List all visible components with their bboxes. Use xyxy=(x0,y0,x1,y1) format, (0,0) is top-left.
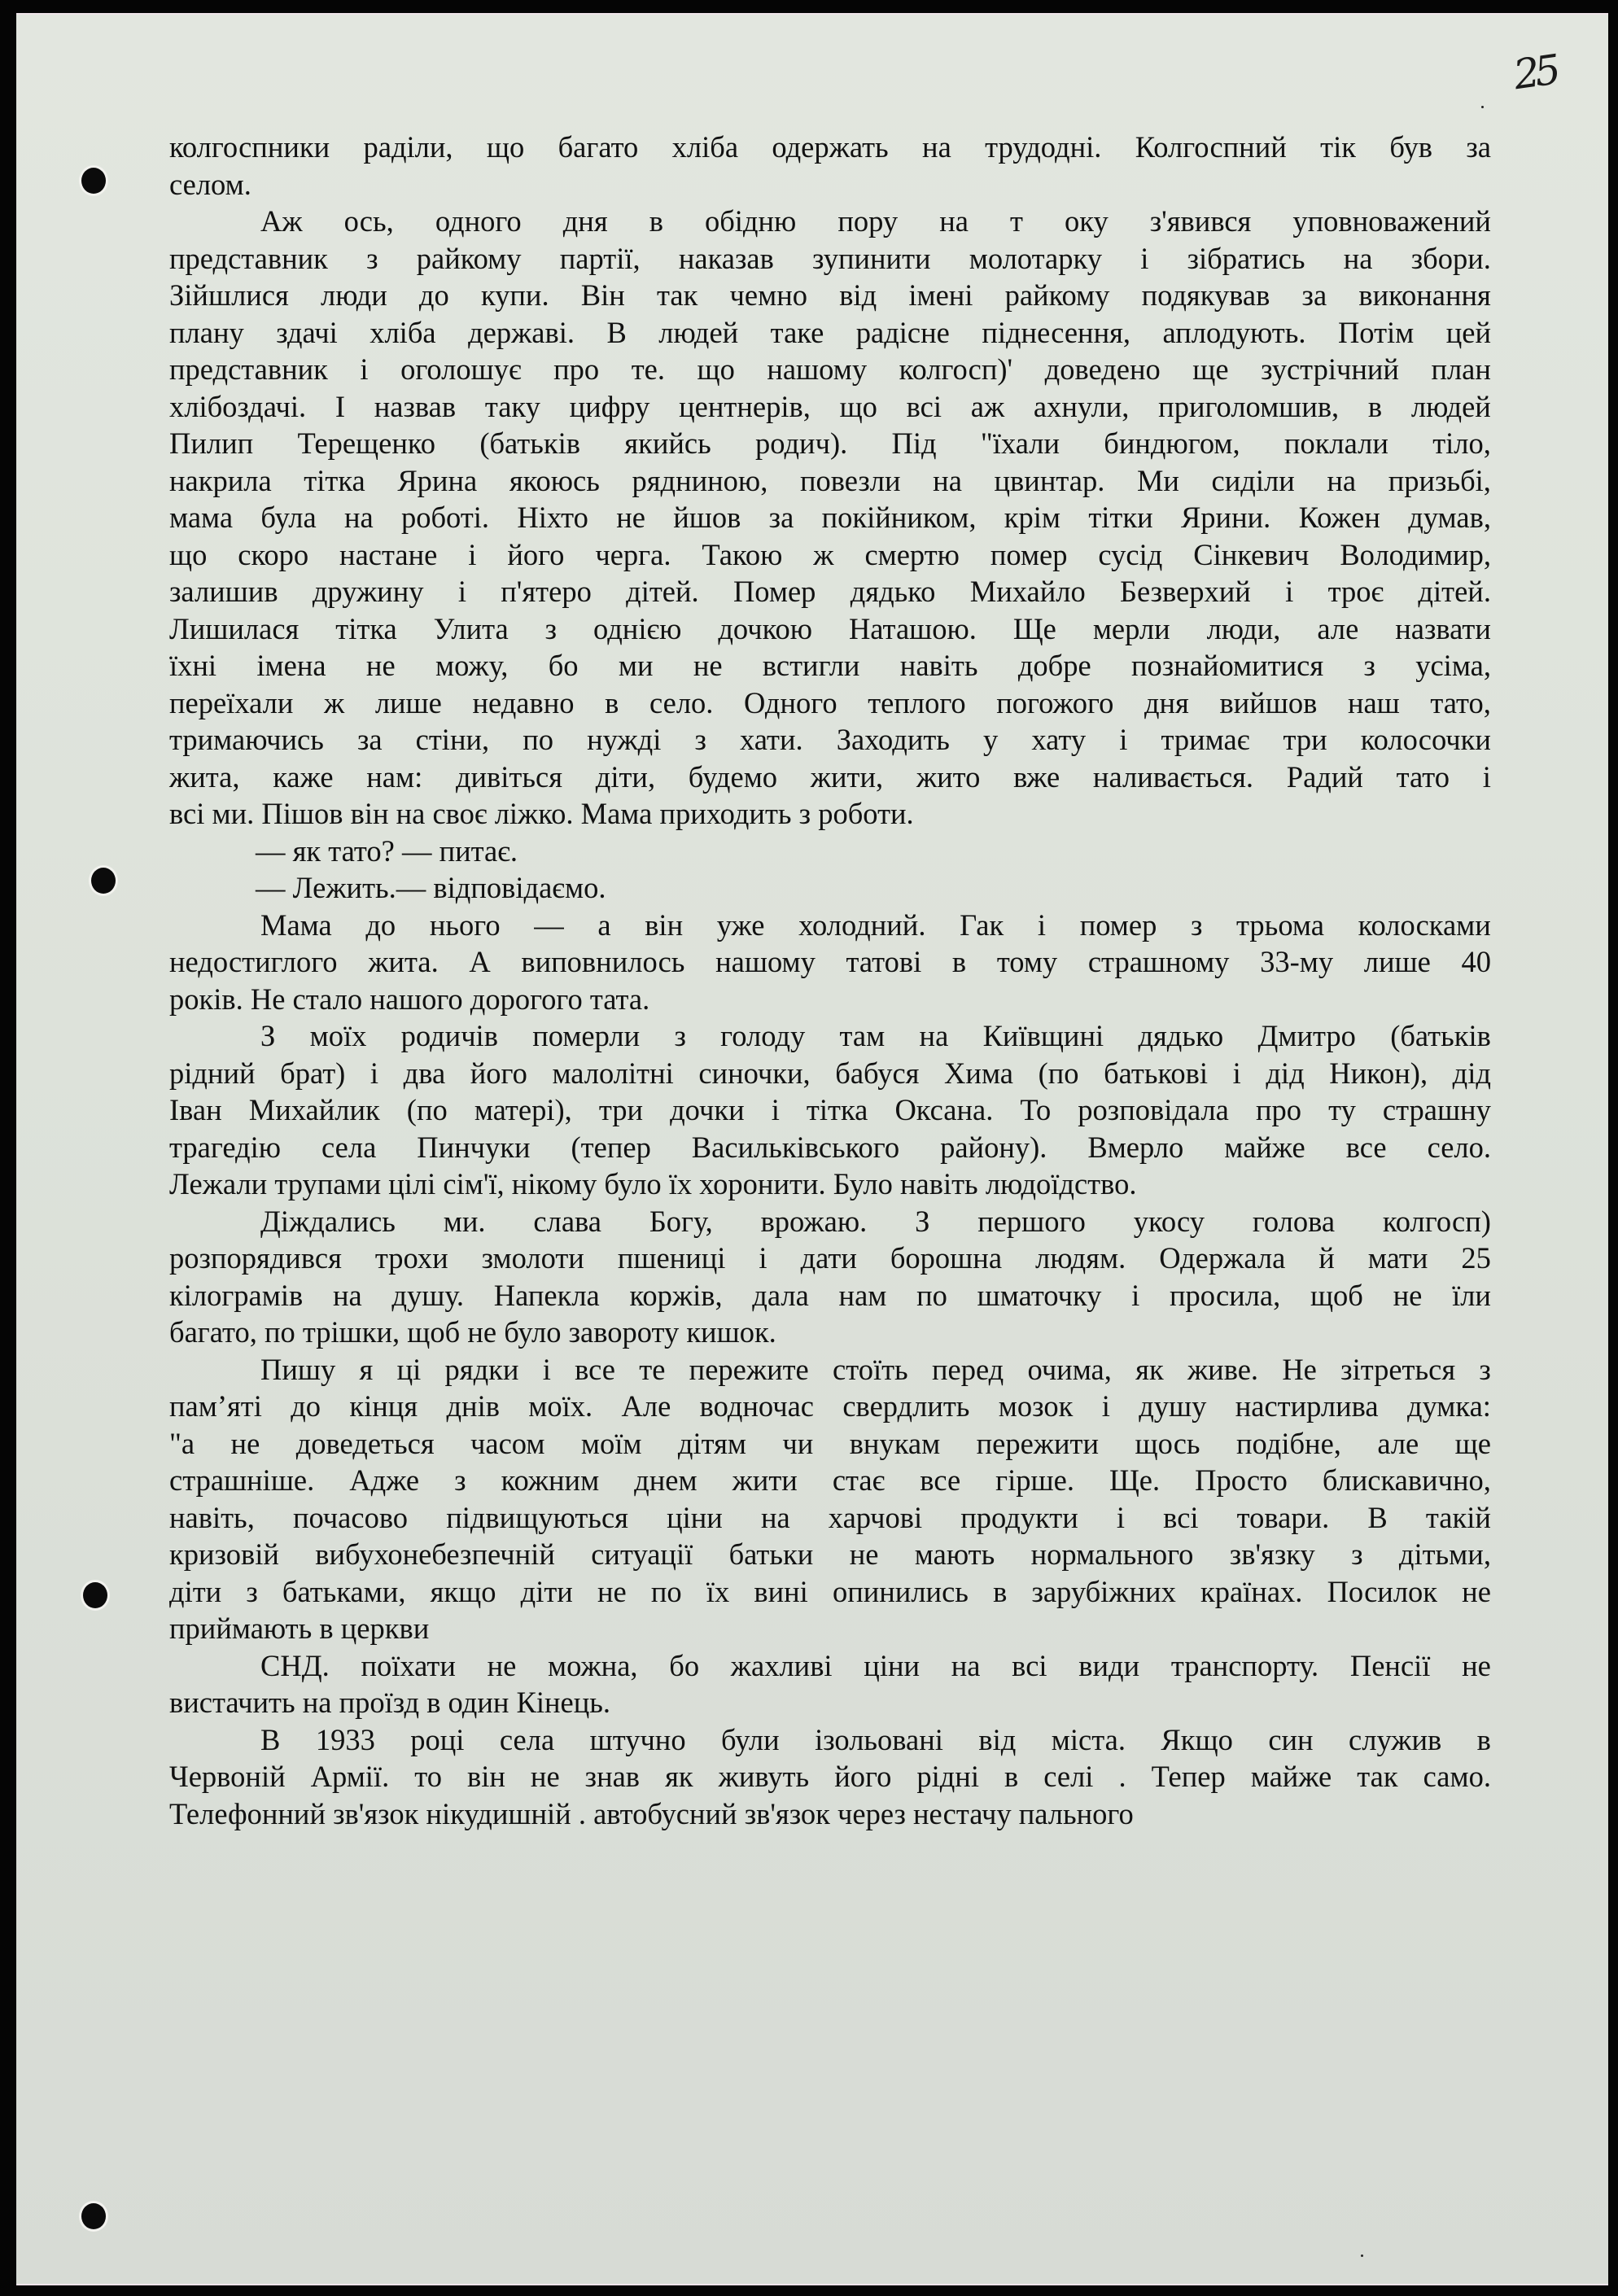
text-line: СНД. поїхати не можна, бо жахливі ціни на всі види транспорту. Пенсії не xyxy=(260,1648,1491,1682)
text-line: страшніше. Адже з кожним днем жити стає все гірше. Ще. Просто блискавично, xyxy=(169,1463,1491,1497)
text-line: З моїх родичів померли з голоду там на Київщині дядько Дмитро (батьків xyxy=(260,1019,1491,1052)
text-line: кілограмів на душу. Напекла коржів, дала нам по шматочку і просила, щоб не їли xyxy=(169,1278,1491,1312)
text-line: накрила тітка Ярина якоюсь рядниною, повезли на цвинтар. Ми сиділи на призьбі, xyxy=(169,463,1491,497)
text-line: що скоро настане і його черга. Такою ж смертю помер сусід Сінкевич Володимир, xyxy=(169,537,1491,571)
text-line: Червоній Армії. то він не знав як живуть його рідні в селі . Тепер майже так само. xyxy=(169,1760,1491,1793)
text-line: їхні імена не можу, бо ми не встигли навіть добре познайомитися з усіма, xyxy=(169,649,1491,682)
paragraph xyxy=(169,203,1491,833)
page-number: 25 xyxy=(1511,46,1559,99)
text-line: мама була на роботі. Ніхто не йшов за покійником, крім тітки Ярини. Кожен думав, xyxy=(169,501,1491,534)
text-line: хлібоздачі. І назвав таку цифру центнерів, що всі аж ахнули, приголомшив, в людей xyxy=(169,389,1491,423)
paragraph xyxy=(169,1017,1491,1203)
text-line: представник і оголошує про те. що нашому колгосп)' доведено ще зустрічний план xyxy=(169,352,1491,386)
text-line: Аж ось, одного дня в обідню пору на т оку з'явився уповноважений xyxy=(260,204,1491,238)
paragraph xyxy=(169,1351,1491,1647)
paragraph xyxy=(169,1721,1491,1833)
text-line: Іван Михайлик (по матері), три дочки і тітка Оксана. То розповідала про ту страшну xyxy=(169,1093,1491,1126)
text-line: В 1933 році села штучно були ізольовані від міста. Якщо син служив в xyxy=(260,1722,1491,1756)
text-line: жита, каже нам: дивіться діти, будемо жити, жито вже наливається. Радий тато і xyxy=(169,759,1491,794)
text-line: переїхали ж лише недавно в село. Одного теплого погожого дня вийшов наш тато, xyxy=(169,685,1491,719)
text-line: пам’яті до кінця днів моїх. Але водночас свердлить мозок і душу настирлива думка: xyxy=(169,1389,1491,1423)
paragraph xyxy=(169,1647,1491,1721)
text-line: Лежали трупами цілі сім'ї, нікому було їх хоронити. Було навіть людоїдство. xyxy=(169,1167,1137,1200)
punch-hole xyxy=(91,868,116,894)
punch-hole xyxy=(81,2203,106,2229)
paper-speck xyxy=(1481,106,1484,108)
punch-hole xyxy=(83,1582,107,1608)
text-line: розпорядився трохи змолоти пшениці і дати борошна людям. Одержала й мати 25 xyxy=(169,1241,1491,1275)
paragraph xyxy=(169,1203,1491,1351)
punch-hole xyxy=(81,168,106,194)
text-line: всі ми. Пішов він на своє ліжко. Мама приходить з роботи. xyxy=(169,797,914,830)
text-line: Лишилася тітка Улита з однією дочкою Наташою. Ще мерли люди, але назвати xyxy=(169,611,1491,645)
text-line: — як тато? — питає. xyxy=(256,833,518,868)
text-line: багато, по трішки, щоб не було завороту кишок. xyxy=(169,1315,776,1349)
document-body xyxy=(169,129,1491,1832)
text-line: років. Не стало нашого дорогого тата. xyxy=(169,982,650,1016)
text-line: приймають в церкви xyxy=(169,1612,430,1645)
text-line: тримаючись за стіни, по нужді з хати. Заходить у хату і тримає три колосочки xyxy=(169,723,1491,756)
text-line: навіть, почасово підвищуються ціни на харчові продукти і всі товари. В такій xyxy=(169,1500,1491,1534)
text-line: — Лежить.— відповідаємо. xyxy=(256,871,606,904)
text-line: рідний брат) і два його малолітні синочки, бабуся Хима (по батькові і дід Никон), дід xyxy=(169,1056,1491,1090)
paper-speck xyxy=(1361,2254,1363,2257)
text-line: селом. xyxy=(169,167,251,201)
paragraph xyxy=(169,869,1491,907)
text-line: трагедію села Пинчуки (тепер Васильківського району). Вмерло майже все село. xyxy=(169,1130,1491,1164)
paragraph xyxy=(169,907,1491,1018)
text-line: Мама до нього — а він уже холодний. Гак і помер з трьома колосками xyxy=(260,907,1491,942)
text-line: Зійшлися люди до купи. Він так чемно від імені райкому подякував за виконання xyxy=(169,278,1491,312)
text-line: колгоспники раділи, що багато хліба одержать на трудодні. Колгоспний тік був за xyxy=(169,130,1491,164)
text-line: представник з райкому партії, наказав зупинити молотарку і зібратись на збори. xyxy=(169,241,1491,275)
text-line: діти з батьками, якщо діти не по їх вині опинились в зарубіжних країнах. Посилок не xyxy=(169,1574,1491,1608)
text-line: "а не доведеться часом моїм дітям чи внукам пережити щось подібне, але ще xyxy=(169,1426,1491,1460)
text-line: залишив дружину і п'ятеро дітей. Помер дядько Михайло Безверхий і троє дітей. xyxy=(169,575,1491,608)
text-line: Телефонний зв'язок нікудишній . автобусний зв'язок через нестачу пального xyxy=(169,1796,1134,1830)
text-line: плану здачі хліба державі. В людей таке радісне піднесення, аплодують. Потім цей xyxy=(169,315,1491,349)
paragraph xyxy=(169,129,1491,203)
text-line: Пишу я ці рядки і все те пережите стоїть перед очима, як живе. Не зітреться з xyxy=(260,1352,1491,1386)
text-line: Пилип Терещенко (батьків якийсь родич). Під "їхали биндюгом, поклали тіло, xyxy=(169,426,1491,460)
text-line: вистачить на проїзд в один Кінець. xyxy=(169,1686,611,1719)
paragraph xyxy=(169,833,1491,870)
text-line: кризовій вибухонебезпечній ситуації батьки не мають нормального зв'язку з дітьми, xyxy=(169,1537,1491,1571)
text-line: Діждались ми. слава Богу, врожаю. З першого укосу голова колгосп) xyxy=(260,1204,1491,1238)
text-line: недостиглого жита. А виповнилось нашому татові в тому страшному 33-му лише 40 xyxy=(169,945,1491,978)
